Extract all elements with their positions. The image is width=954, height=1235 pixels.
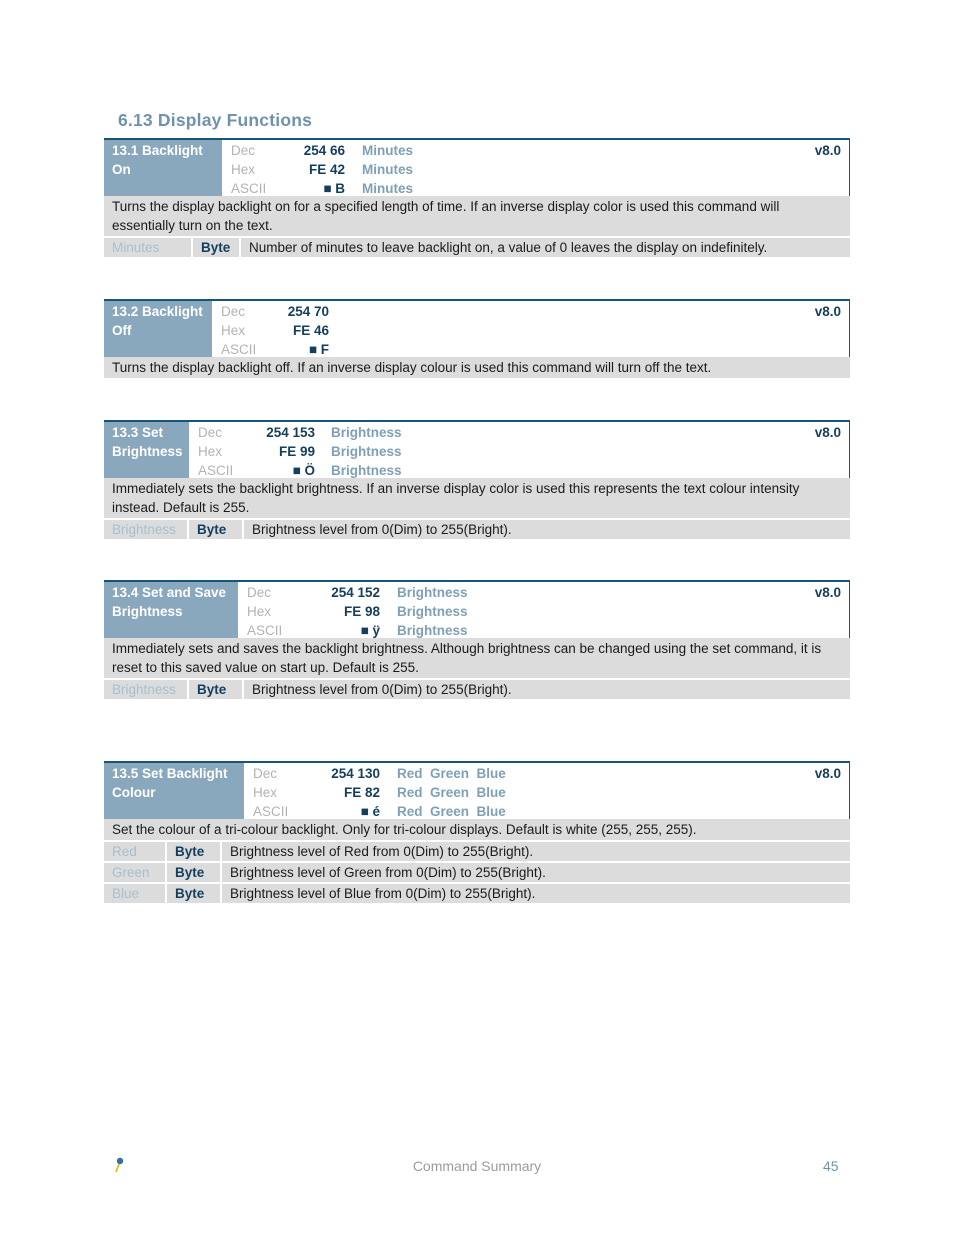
parameter-name: Minutes	[104, 238, 193, 257]
parameter-row	[104, 520, 850, 541]
code-label: Dec	[221, 304, 246, 319]
parameter-description: Number of minutes to leave backlight on, a value of 0 leaves the display on indefinitely.	[249, 240, 768, 255]
parameter-list: Red Green Blue	[397, 766, 506, 781]
parameter-description: Brightness level from 0(Dim) to 255(Bright).	[252, 522, 512, 537]
command-header	[104, 580, 850, 638]
parameter-description: Brightness level of Blue from 0(Dim) to 255(Bright).	[230, 886, 536, 901]
parameter-list: Minutes	[362, 162, 414, 177]
code-row	[221, 302, 329, 321]
code-label: ASCII	[198, 463, 234, 478]
command-name-line: 13.1 Backlight	[112, 143, 203, 158]
page-number: 45	[823, 1158, 839, 1174]
command-name	[104, 422, 189, 478]
command-name-line: 13.2 Backlight	[112, 304, 203, 319]
parameter-description: Brightness level of Red from 0(Dim) to 255(Bright).	[230, 844, 534, 859]
code-row	[247, 621, 380, 640]
code-label: ASCII	[231, 181, 267, 196]
parameter-name: Brightness	[104, 520, 189, 539]
command-name-line: Off	[112, 323, 132, 338]
command-codes	[198, 423, 315, 480]
version-badge: v8.0	[814, 766, 841, 781]
code-row	[231, 141, 345, 160]
parameter-name: Blue	[104, 884, 167, 903]
parameter-row	[104, 680, 850, 701]
code-label: Hex	[253, 785, 278, 800]
parameter-list: Red Green Blue	[397, 785, 506, 800]
code-value: ■ F	[308, 342, 329, 357]
command-name-line: On	[112, 162, 131, 177]
parameter-row	[104, 884, 850, 905]
code-value: FE 98	[343, 604, 380, 619]
code-value: ■ B	[323, 181, 345, 196]
version-badge: v8.0	[814, 143, 841, 158]
code-value: 254 66	[303, 143, 345, 158]
parameter-row	[104, 238, 850, 259]
command-codes	[253, 764, 380, 821]
command-parameters	[397, 764, 506, 821]
parameter-type: Byte	[193, 238, 241, 257]
code-value: FE 46	[292, 323, 329, 338]
parameter-list: Brightness	[397, 623, 468, 638]
parameter-list: Brightness	[397, 604, 468, 619]
command-block	[104, 299, 850, 380]
command-name-line: 13.5 Set Backlight	[112, 766, 228, 781]
command-name-line: 13.4 Set and Save	[112, 585, 227, 600]
parameter-type: Byte	[167, 884, 222, 903]
footer-title: Command Summary	[412, 1158, 542, 1174]
command-description: Turns the display backlight on for a specified length of time. If an inverse display color is used this command will essentially turn on the text.	[104, 196, 850, 238]
parameter-row	[104, 842, 850, 863]
code-label: ASCII	[253, 804, 289, 819]
code-row	[221, 321, 329, 340]
command-name-line: Brightness	[112, 604, 183, 619]
code-value: 254 130	[331, 766, 380, 781]
parameter-description: Brightness level of Green from 0(Dim) to 255(Bright).	[230, 865, 546, 880]
code-label: Dec	[231, 143, 256, 158]
parameter-list: Red Green Blue	[397, 804, 506, 819]
command-header	[104, 761, 850, 819]
code-value: FE 99	[278, 444, 315, 459]
command-block	[104, 420, 850, 541]
parameter-name: Brightness	[104, 680, 189, 699]
parameter-list: Brightness	[397, 585, 468, 600]
code-row	[247, 602, 380, 621]
code-label: Hex	[198, 444, 223, 459]
command-codes	[221, 302, 329, 359]
parameter-type: Byte	[189, 520, 244, 539]
command-codes	[231, 141, 345, 198]
code-label: ASCII	[221, 342, 257, 357]
code-row	[198, 442, 315, 461]
command-header	[104, 138, 850, 196]
section-title: 6.13 Display Functions	[118, 110, 313, 130]
code-row	[253, 802, 380, 821]
command-description: Set the colour of a tri-colour backlight. Only for tri-colour displays. Default is white (255, 255, 255).	[104, 819, 850, 842]
version-badge: v8.0	[814, 425, 841, 440]
command-name	[104, 763, 244, 819]
parameter-list: Brightness	[331, 444, 402, 459]
code-row	[231, 160, 345, 179]
command-block	[104, 761, 850, 905]
code-row	[198, 461, 315, 480]
command-block	[104, 138, 850, 259]
parameter-list: Minutes	[362, 181, 414, 196]
parameter-list: Brightness	[331, 463, 402, 478]
command-parameters	[397, 583, 468, 640]
code-label: Hex	[247, 604, 272, 619]
command-parameters	[362, 141, 413, 198]
code-row	[253, 783, 380, 802]
code-row	[198, 423, 315, 442]
version-badge: v8.0	[814, 304, 841, 319]
parameter-type: Byte	[167, 863, 222, 882]
parameter-name: Red	[104, 842, 167, 861]
code-label: Dec	[198, 425, 223, 440]
command-parameters	[331, 423, 402, 480]
code-label: Hex	[231, 162, 256, 177]
code-label: Dec	[247, 585, 272, 600]
parameter-name: Green	[104, 863, 167, 882]
code-row	[253, 764, 380, 783]
command-name	[104, 301, 212, 357]
command-header	[104, 420, 850, 478]
command-block	[104, 580, 850, 701]
parameter-list: Brightness	[331, 425, 402, 440]
command-description: Turns the display backlight off. If an inverse display colour is used this command will turn off the text.	[104, 357, 850, 380]
parameter-row	[104, 863, 850, 884]
command-name	[104, 140, 222, 196]
code-value: ■ Ö	[292, 463, 315, 478]
command-name-line: Brightness	[112, 444, 183, 459]
code-label: Dec	[253, 766, 278, 781]
parameter-list: Minutes	[362, 143, 414, 158]
command-codes	[247, 583, 380, 640]
parameter-type: Byte	[167, 842, 222, 861]
code-value: 254 153	[266, 425, 315, 440]
code-value: 254 70	[287, 304, 329, 319]
code-row	[231, 179, 345, 198]
command-description: Immediately sets and saves the backlight brightness. Although brightness can be changed using the set command, it is reset to this saved value on start up. Default is 255.	[104, 638, 850, 680]
command-name-line: Colour	[112, 785, 156, 800]
code-value: FE 42	[308, 162, 345, 177]
code-value: 254 152	[331, 585, 380, 600]
code-value: ■ é	[360, 804, 380, 819]
code-value: ■ ÿ	[360, 623, 380, 638]
parameter-type: Byte	[189, 680, 244, 699]
version-badge: v8.0	[814, 585, 841, 600]
command-header	[104, 299, 850, 357]
command-name-line: 13.3 Set	[112, 425, 164, 440]
code-row	[247, 583, 380, 602]
code-value: FE 82	[343, 785, 380, 800]
command-description: Immediately sets the backlight brightness. If an inverse display color is used this represents the text colour intensity instead. Default is 255.	[104, 478, 850, 520]
code-label: Hex	[221, 323, 246, 338]
code-label: ASCII	[247, 623, 283, 638]
code-row	[221, 340, 329, 359]
command-name	[104, 582, 238, 638]
parameter-description: Brightness level from 0(Dim) to 255(Bright).	[252, 682, 512, 697]
